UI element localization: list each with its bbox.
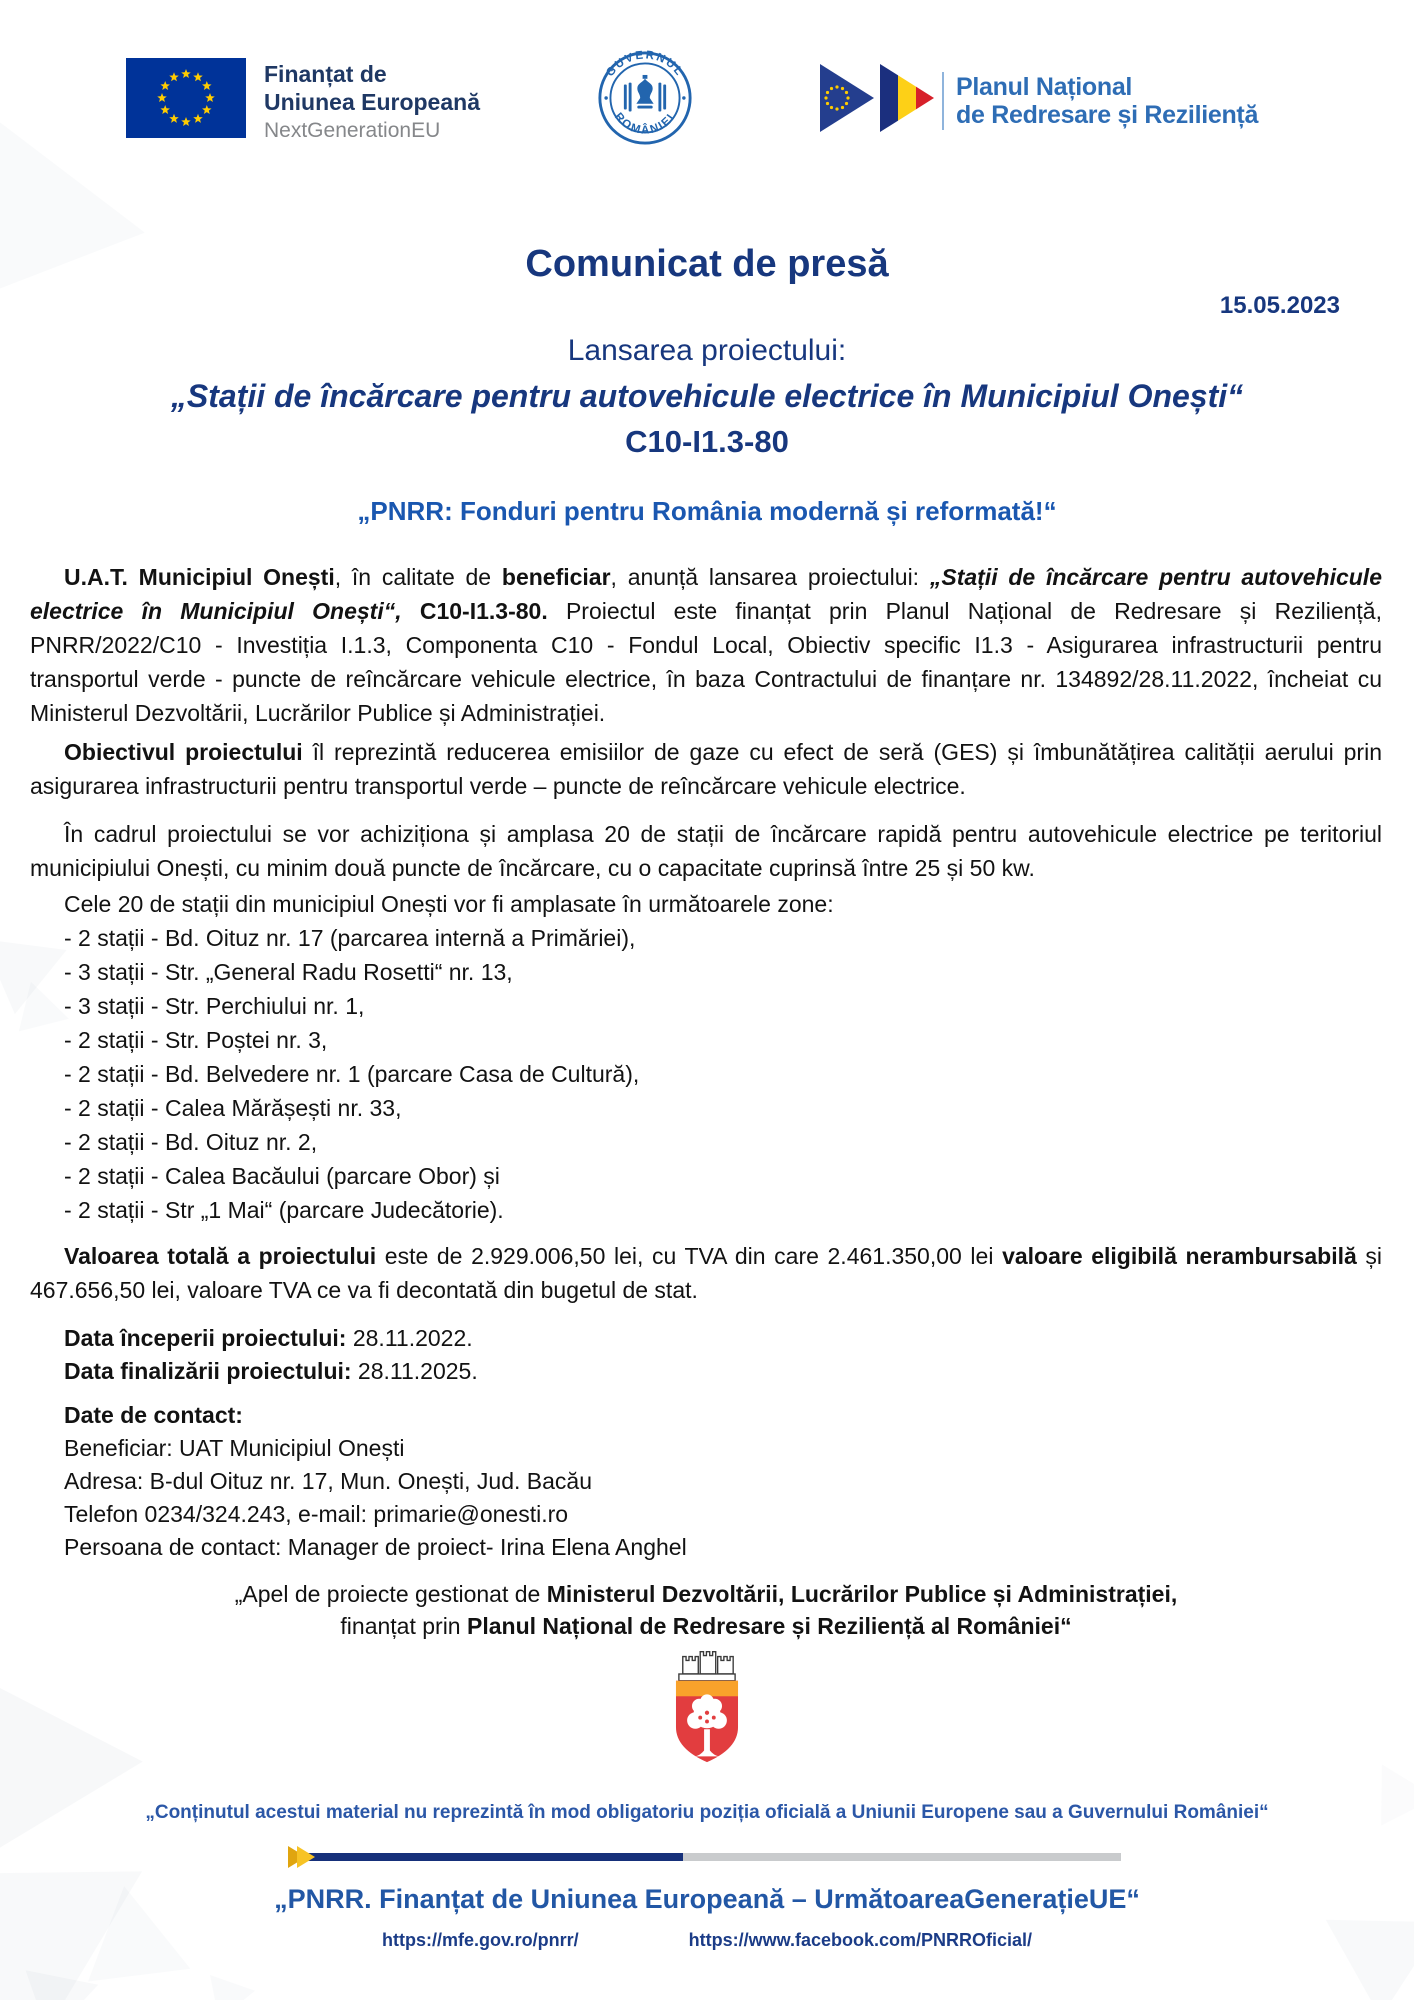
eu-flag-icon	[126, 58, 246, 143]
contact-phone-email: Telefon 0234/324.243, e-mail: primarie@onesti.ro	[64, 1501, 569, 1527]
disclaimer-text: „Conținutul acestui material nu reprezintă în mod obligatoriu poziția oficială a Uniunii Europene sau a Guvernului României“	[145, 1802, 1269, 1823]
closing-line2: finanțat prin Planul Național de Redresare și Reziliență al României“	[340, 1613, 1072, 1639]
svg-text:GUVERNUL	[604, 50, 686, 79]
closing-statement	[30, 1578, 1382, 1642]
mfe-link[interactable]: https://mfe.gov.ro/pnrr/	[381, 1930, 579, 1950]
watermark-triangle	[210, 1975, 255, 2000]
footer-accent-bar-fill	[299, 1853, 683, 1861]
footer-slogan: „PNRR. Finanțat de Uniunea Europeană – UrmătoareaGenerațieUE“	[274, 1884, 1140, 1914]
pnrr-logo-divider	[942, 72, 944, 130]
svg-text:ROMÂNIEI	[612, 111, 678, 137]
eu-nextgeneration-label: NextGenerationEU	[264, 119, 441, 142]
eu-funding-logo	[126, 58, 480, 144]
paragraph-text: , anunță lansarea proiectului:	[610, 564, 930, 590]
pnrr-logo-text	[956, 73, 1258, 129]
pnrr-slogan: „PNRR: Fonduri pentru România modernă și reformată!“	[357, 496, 1057, 526]
watermark-triangle	[0, 1679, 151, 1871]
project-code-inline: C10-I1.3-80.	[419, 598, 548, 624]
onesti-coat-of-arms-icon	[662, 1642, 752, 1773]
station-list-item: - 2 stații - Str. Poștei nr. 3,	[64, 1027, 328, 1053]
gov-seal-icon	[597, 50, 693, 151]
pnrr-logo-line2: de Redresare și Reziliență	[956, 100, 1259, 129]
facebook-link[interactable]: https://www.facebook.com/PNRROficial/	[688, 1930, 1033, 1950]
footer-accent-bar	[299, 1853, 1121, 1861]
project-dates	[30, 1322, 1382, 1388]
project-code: C10-I1.3-80	[625, 424, 789, 459]
pnrr-arrows-icon	[820, 64, 938, 137]
paragraph-text: îl reprezintă reducerea emisiilor de gaze cu efect de seră (GES) și îmbunătățirea calității aerului prin asigurarea infrastructurii pentru transportul verde – puncte de reîncărcare vehicule electrice.	[30, 739, 1382, 799]
pnrr-logo	[820, 64, 1258, 137]
start-date-label: Data începerii proiectului:	[64, 1325, 347, 1351]
paragraph-text: Proiectul este finanțat prin Planul Național de Redresare și Reziliență, PNRR/2022/C10 - Investiția I.1.3, Componenta C10 - Fondul Local, Obiectiv specific I1.3 - Asigurarea infrastructurii pentru transportul verde - puncte de reîncărcare vehicule electrice, în baza Contractului de finanțare nr. 134892/28.11.2022, încheiat cu Ministerul Dezvoltării, Lucrărilor Publice și Administrației.	[30, 598, 1382, 726]
station-list-item: - 2 stații - Str „1 Mai“ (parcare Judecătorie).	[64, 1197, 504, 1223]
start-date-line	[64, 1322, 1382, 1355]
seal-center-emblem	[624, 75, 666, 111]
paragraph-text: , în calitate de	[334, 564, 502, 590]
eu-funded-line1: Finanțat de	[264, 61, 387, 87]
contact-block	[30, 1399, 1382, 1564]
paragraph-text: și 467.656,50 lei, valoare TVA ce va fi decontată din bugetul de stat.	[30, 1243, 1383, 1303]
footer-links	[0, 1930, 1414, 1951]
closing-line1: „Apel de proiecte gestionat de Ministerul Dezvoltării, Lucrărilor Publice și Administrației,	[234, 1581, 1178, 1607]
eu-funding-text	[264, 58, 480, 144]
end-date-label: Data finalizării proiectului:	[64, 1358, 352, 1384]
beneficiary-name: U.A.T. Municipiul Onești	[64, 564, 335, 590]
paragraph-scope: În cadrul proiectului se vor achiziționa și amplasa 20 de stații de încărcare rapidă pentru autovehicule electrice pe teritoriul municipiului Onești, cu minim două puncte de încărcare, cu o capacitate cuprinsă între 25 și 50 kw.	[30, 821, 1382, 881]
station-list-item: - 2 stații - Bd. Belvedere nr. 1 (parcare Casa de Cultură),	[64, 1061, 640, 1087]
station-list-item: - 2 stații - Bd. Oituz nr. 2,	[64, 1129, 318, 1155]
contact-heading: Date de contact:	[64, 1402, 243, 1428]
contact-person: Persoana de contact: Manager de proiect- Irina Elena Anghel	[64, 1534, 687, 1560]
total-value-label: Valoarea totală a proiectului	[64, 1243, 377, 1269]
project-title: „Stații de încărcare pentru autovehicule electrice în Municipiul Onești“	[170, 378, 1244, 414]
pnrr-name: Planul Național de Redresare și Reziliență al României“	[467, 1613, 1072, 1639]
paragraph-objective	[30, 735, 1382, 803]
document-body	[30, 560, 1382, 1642]
paragraph-text: este de 2.929.006,50 lei, cu TVA din care 2.461.350,00 lei	[376, 1243, 1003, 1269]
eligible-value-label: valoare eligibilă nerambursabilă	[1002, 1243, 1357, 1269]
zones-intro: Cele 20 de stații din municipiul Onești vor fi amplasate în următoarele zone:	[64, 891, 834, 917]
start-date-value: 28.11.2022.	[346, 1325, 473, 1351]
pnrr-logo-line1: Planul Național	[956, 72, 1133, 101]
project-title-inline: „Stații de încărcare pentru autovehicule electrice în Municipiul Onești“,	[30, 564, 1382, 624]
station-list-item: - 3 stații - Str. Perchiului nr. 1,	[64, 993, 365, 1019]
beneficiary-role: beneficiar	[501, 564, 611, 590]
ministry-name: Ministerul Dezvoltării, Lucrărilor Publice și Administrației,	[546, 1581, 1178, 1607]
station-list-item: - 2 stații - Calea Bacăului (parcare Obor) și	[64, 1163, 500, 1189]
watermark-triangle	[1369, 1764, 1414, 1835]
chevron-icon	[288, 1846, 322, 1868]
station-list-item: - 3 stații - Str. „General Radu Rosetti“ nr. 13,	[64, 959, 513, 985]
station-list-item: - 2 stații - Calea Mărășești nr. 33,	[64, 1095, 402, 1121]
press-release-date: 15.05.2023	[1219, 292, 1340, 319]
seal-arc-top-text: GUVERNUL	[604, 50, 686, 80]
end-date-value: 28.11.2025.	[351, 1358, 478, 1384]
launch-line: Lansarea proiectului:	[567, 334, 847, 367]
paragraph-intro	[30, 560, 1382, 730]
paragraph-value	[30, 1239, 1382, 1307]
station-list-item: - 2 stații - Bd. Oituz nr. 17 (parcarea internă a Primăriei),	[64, 925, 636, 951]
objective-label: Obiectivul proiectului	[64, 739, 303, 765]
page-title: Comunicat de presă	[525, 243, 889, 285]
end-date-line	[64, 1355, 1382, 1388]
contact-address: Adresa: B-dul Oituz nr. 17, Mun. Onești, Jud. Bacău	[64, 1468, 592, 1494]
eu-funded-line2: Uniunea Europeană	[264, 89, 480, 115]
contact-beneficiary: Beneficiar: UAT Municipiul Onești	[64, 1435, 405, 1461]
seal-arc-bottom-text: ROMÂNIEI	[611, 110, 678, 137]
